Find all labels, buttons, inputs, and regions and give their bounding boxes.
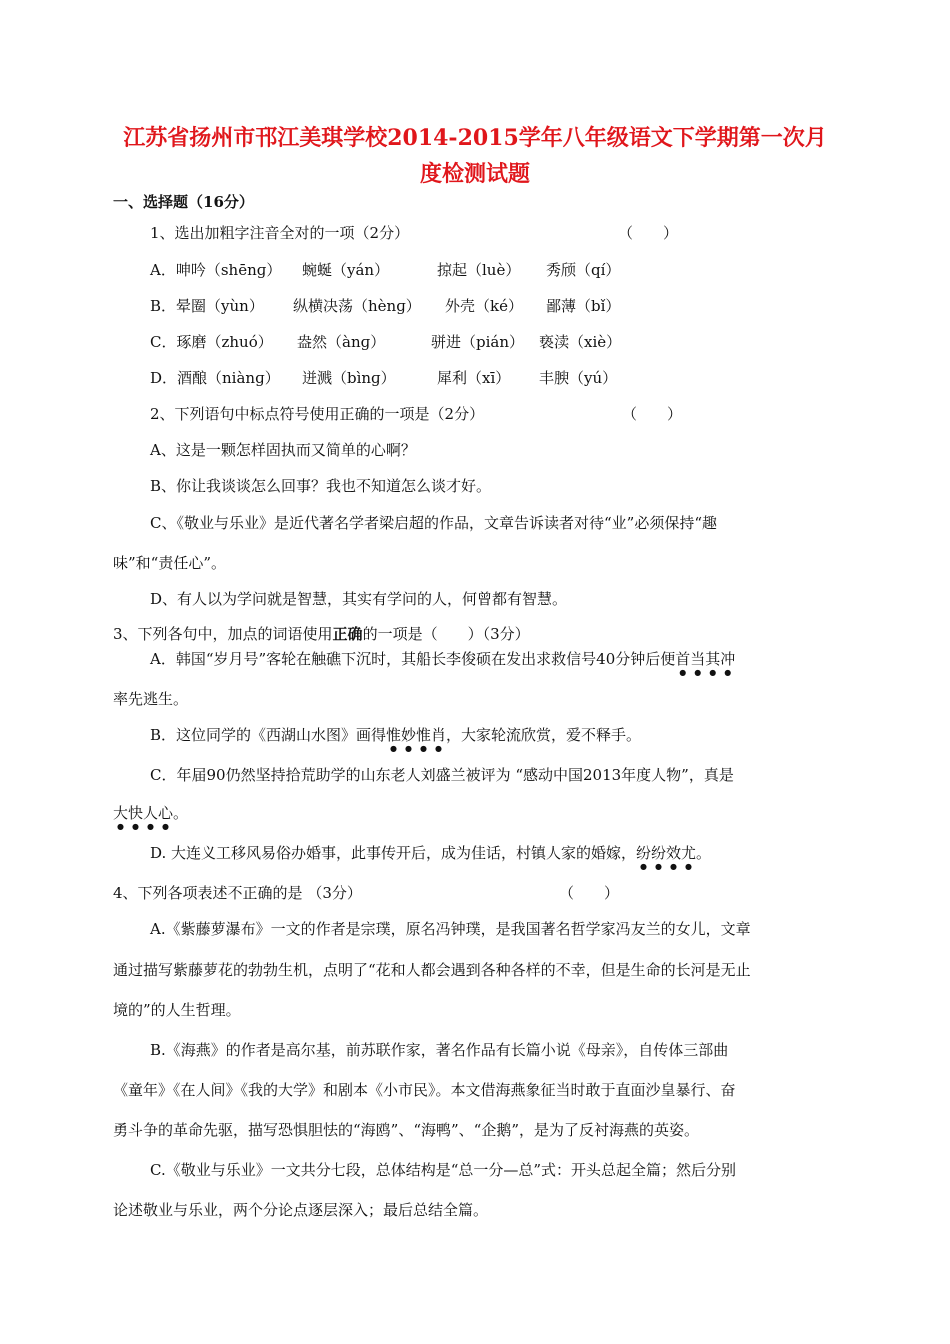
q3-option-a-text: A．韩国“岁月号”客轮在触礁下沉时，其船长李俊硕在发出求救信号40分钟后便 [150,650,676,668]
q2-option-a: A、这是一颗怎样固执而又简单的心啊？ [150,441,416,459]
q4-option-c-line2: 论述敬业与乐业，两个分论点逐层深入；最后总结全篇。 [113,1201,489,1219]
q3-option-b-text: B．这位同学的《西湖山水图》画得 [150,726,387,744]
q2-answer-paren: （ ） [622,405,683,423]
q3-option-d-dotted-word: 纷纷效尤 [636,844,697,862]
q1-option-a-4: 秀颀（qí） [546,261,621,279]
q3-option-c-tail: 。 [173,804,189,822]
q2-option-b: B、你让我谈谈怎么回事？我也不知道怎么谈才好。 [150,477,492,495]
q4-option-a-line2: 通过描写紫藤萝花的勃勃生机，点明了“花和人都会遇到各种各样的不幸，但是生命的长河是无止 [113,961,751,979]
q3-option-a-dotted-word: 首当其冲 [675,650,736,668]
q3-option-a-line1 [150,648,735,677]
q3-option-b-dotted-word: 惟妙惟肖 [386,726,447,744]
q1-option-b-1: B．晕圈（yùn） [150,297,264,315]
q3-stem-emphasis: 正确 [332,625,363,643]
q3-option-b-tail: ，大家轮流欣赏，爱不释手。 [446,726,642,744]
q4-option-b-line3: 勇斗争的革命先驱，描写恐惧胆怯的“海鸥”、“海鸭”、“企鹅”，是为了反衬海燕的英姿。 [113,1121,700,1139]
q3-stem-part1: 3、下列各句中，加点的词语使用 [113,625,333,643]
q3-option-c-line1: C．年届90仍然坚持拾荒助学的山东老人刘盛兰被评为 “感动中国2013年度人物”，真是 [150,766,734,784]
q3-option-d [150,842,711,871]
q1-option-a-1: A．呻吟（shēnɡ） [150,261,282,279]
q3-stem [113,623,530,644]
q1-option-b-3: 外壳（ké） [445,297,523,315]
q2-option-c-line1: C、《敬业与乐业》是近代著名学者梁启超的作品，文章告诉读者对待“业”必须保持“趣 [150,514,717,532]
q3-stem-part2: 的一项是（ ）（3分） [362,625,530,643]
q1-answer-paren: （ ） [618,224,679,242]
q1-option-d-1: D．酒酿（niànɡ） [150,369,280,387]
q4-option-c-line1: C.《敬业与乐业》一文共分七段，总体结构是“总一分—总”式：开头总起全篇；然后分别 [150,1161,737,1179]
q4-option-a-line1: A.《紫藤萝瀑布》一文的作者是宗璞，原名冯钟璞，是我国著名哲学家冯友兰的女儿，文章 [150,920,751,938]
q4-stem: 4、下列各项表述不正确的是 （3分） [113,884,362,902]
q4-option-b-line1: B.《海燕》的作者是高尔基，前苏联作家，著名作品有长篇小说《母亲》，自传体三部曲 [150,1041,729,1059]
q3-option-c-line2 [113,802,188,831]
q1-option-b-4: 鄙薄（bǐ） [546,297,621,315]
q4-answer-paren: （ ） [559,884,620,902]
q3-option-d-text: D. 大连义工移风易俗办婚事，此事传开后，成为佳话，村镇人家的婚嫁， [150,844,637,862]
q1-option-c-2: 盎然（ànɡ） [297,333,386,351]
q1-option-d-2: 迸溅（bìnɡ） [302,369,396,387]
q1-option-d-3: 犀利（xī） [437,369,511,387]
section-heading: 一、选择题（16分） [113,193,254,211]
q4-option-b-line2: 《童年》《在人间》《我的大学》和剧本《小市民》。本文借海燕象征当时敢于直面沙皇暴行、奋 [113,1081,736,1099]
page-title-line1: 江苏省扬州市邗江美琪学校2014-2015学年八年级语文下学期第一次月 [123,125,827,151]
q3-option-d-tail: 。 [696,844,712,862]
q1-option-c-4: 亵渎（xiè） [539,333,622,351]
q3-option-c-dotted-word: 大快人心 [113,804,174,822]
q1-option-c-3: 骈进（pián） [431,333,525,351]
q1-option-a-2: 蜿蜒（yán） [302,261,390,279]
q3-option-b [150,724,641,753]
q1-option-a-3: 掠起（luè） [437,261,521,279]
q1-option-b-2: 纵横决荡（hènɡ） [293,297,421,315]
q1-stem: 1、选出加粗字注音全对的一项（2分） [150,224,410,242]
q2-option-d: D、有人以为学问就是智慧，其实有学问的人，何曾都有智慧。 [150,590,568,608]
q1-option-d-4: 丰腴（yú） [539,369,618,387]
q2-stem: 2、下列语句中标点符号使用正确的一项是（2分） [150,405,485,423]
page-title-line2: 度检测试题 [419,161,530,187]
q1-option-c-1: C．琢磨（zhuó） [150,333,273,351]
q3-option-a-line2: 率先逃生。 [113,690,189,708]
q2-option-c-line2: 味”和“责任心”。 [113,554,227,572]
q4-option-a-line3: 境的”的人生哲理。 [113,1001,241,1019]
